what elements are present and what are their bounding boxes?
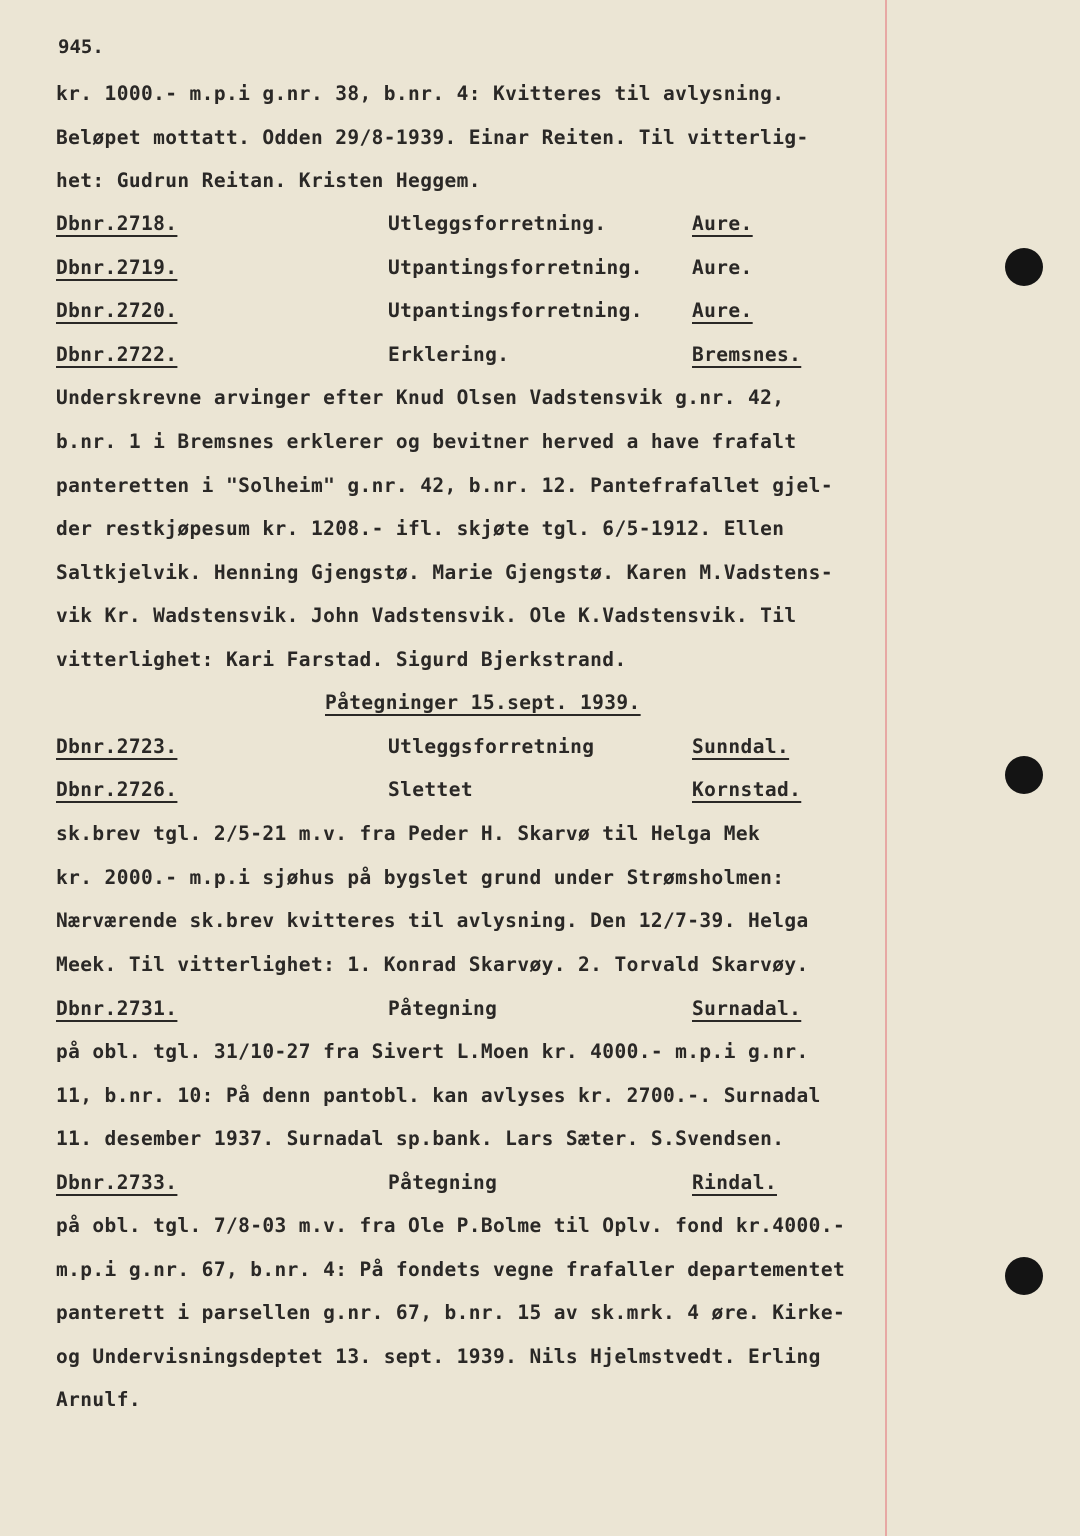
text-line: panterett i parsellen g.nr. 67, b.nr. 15 av sk.mrk. 4 øre. Kirke- [56, 1301, 846, 1324]
text-line: b.nr. 1 i Bremsnes erklerer og bevitner herved a have frafalt [56, 430, 797, 453]
text-line: og Undervisningsdeptet 13. sept. 1939. Nils Hjelmstvedt. Erling [56, 1345, 821, 1368]
entry-type: Slettet [388, 778, 473, 801]
text-line: vitterlighet: Kari Farstad. Sigurd Bjerkstrand. [56, 648, 627, 671]
entry-number: Dbnr.2719. [56, 256, 178, 279]
entry-type: Utpantingsforretning. [388, 256, 643, 279]
text-line: Saltkjelvik. Henning Gjengstø. Marie Gjengstø. Karen M.Vadstens- [56, 561, 833, 584]
text-line: kr. 1000.- m.p.i g.nr. 38, b.nr. 4: Kvitteres til avlysning. [56, 82, 785, 105]
entry-type: Påtegning [388, 1171, 498, 1194]
entry-type: Utpantingsforretning. [388, 299, 643, 322]
entry-number: Dbnr.2722. [56, 343, 178, 366]
text-line: sk.brev tgl. 2/5-21 m.v. fra Peder H. Skarvø til Helga Mek [56, 822, 761, 845]
text-line: Underskrevne arvinger efter Knud Olsen Vadstensvik g.nr. 42, [56, 386, 785, 409]
punch-hole [1005, 248, 1043, 286]
entry-number: Dbnr.2731. [56, 997, 178, 1020]
entry-number: Dbnr.2720. [56, 299, 178, 322]
text-line: Beløpet mottatt. Odden 29/8-1939. Einar Reiten. Til vitterlig- [56, 126, 809, 149]
entry-place: Aure. [692, 299, 753, 322]
text-line: Arnulf. [56, 1388, 141, 1411]
text-line: het: Gudrun Reitan. Kristen Heggem. [56, 169, 481, 192]
text-line: vik Kr. Wadstensvik. John Vadstensvik. Ole K.Vadstensvik. Til [56, 604, 797, 627]
text-line: m.p.i g.nr. 67, b.nr. 4: På fondets vegne frafaller departementet [56, 1258, 846, 1281]
entry-type: Utleggsforretning [388, 735, 595, 758]
text-line: Nærværende sk.brev kvitteres til avlysning. Den 12/7-39. Helga [56, 909, 809, 932]
entry-place: Rindal. [692, 1171, 777, 1194]
punch-hole [1005, 756, 1043, 794]
entry-type: Påtegning [388, 997, 498, 1020]
entry-place: Aure. [692, 256, 753, 279]
entry-type: Erklering. [388, 343, 510, 366]
entry-place: Kornstad. [692, 778, 802, 801]
text-line: 11. desember 1937. Surnadal sp.bank. Lars Sæter. S.Svendsen. [56, 1127, 785, 1150]
entry-number: Dbnr.2733. [56, 1171, 178, 1194]
margin-rule [885, 0, 887, 1536]
text-line: på obl. tgl. 31/10-27 fra Sivert L.Moen kr. 4000.- m.p.i g.nr. [56, 1040, 809, 1063]
entry-number: Dbnr.2726. [56, 778, 178, 801]
entry-place: Sunndal. [692, 735, 790, 758]
text-line: 11, b.nr. 10: På denn pantobl. kan avlyses kr. 2700.-. Surnadal [56, 1084, 821, 1107]
page-number: 945. [58, 36, 104, 58]
text-line: panteretten i "Solheim" g.nr. 42, b.nr. 12. Pantefrafallet gjel- [56, 474, 833, 497]
text-line: kr. 2000.- m.p.i sjøhus på bygslet grund under Strømsholmen: [56, 866, 785, 889]
entry-number: Dbnr.2723. [56, 735, 178, 758]
text-line: Meek. Til vitterlighet: 1. Konrad Skarvøy. 2. Torvald Skarvøy. [56, 953, 809, 976]
entry-place: Surnadal. [692, 997, 802, 1020]
text-line: der restkjøpesum kr. 1208.- ifl. skjøte tgl. 6/5-1912. Ellen [56, 517, 785, 540]
text-line: på obl. tgl. 7/8-03 m.v. fra Ole P.Bolme til Oplv. fond kr.4000.- [56, 1214, 846, 1237]
entry-type: Utleggsforretning. [388, 212, 607, 235]
entry-place: Bremsnes. [692, 343, 802, 366]
entry-place: Aure. [692, 212, 753, 235]
punch-hole [1005, 1257, 1043, 1295]
entry-number: Dbnr.2718. [56, 212, 178, 235]
section-heading: Påtegninger 15.sept. 1939. [325, 691, 641, 714]
